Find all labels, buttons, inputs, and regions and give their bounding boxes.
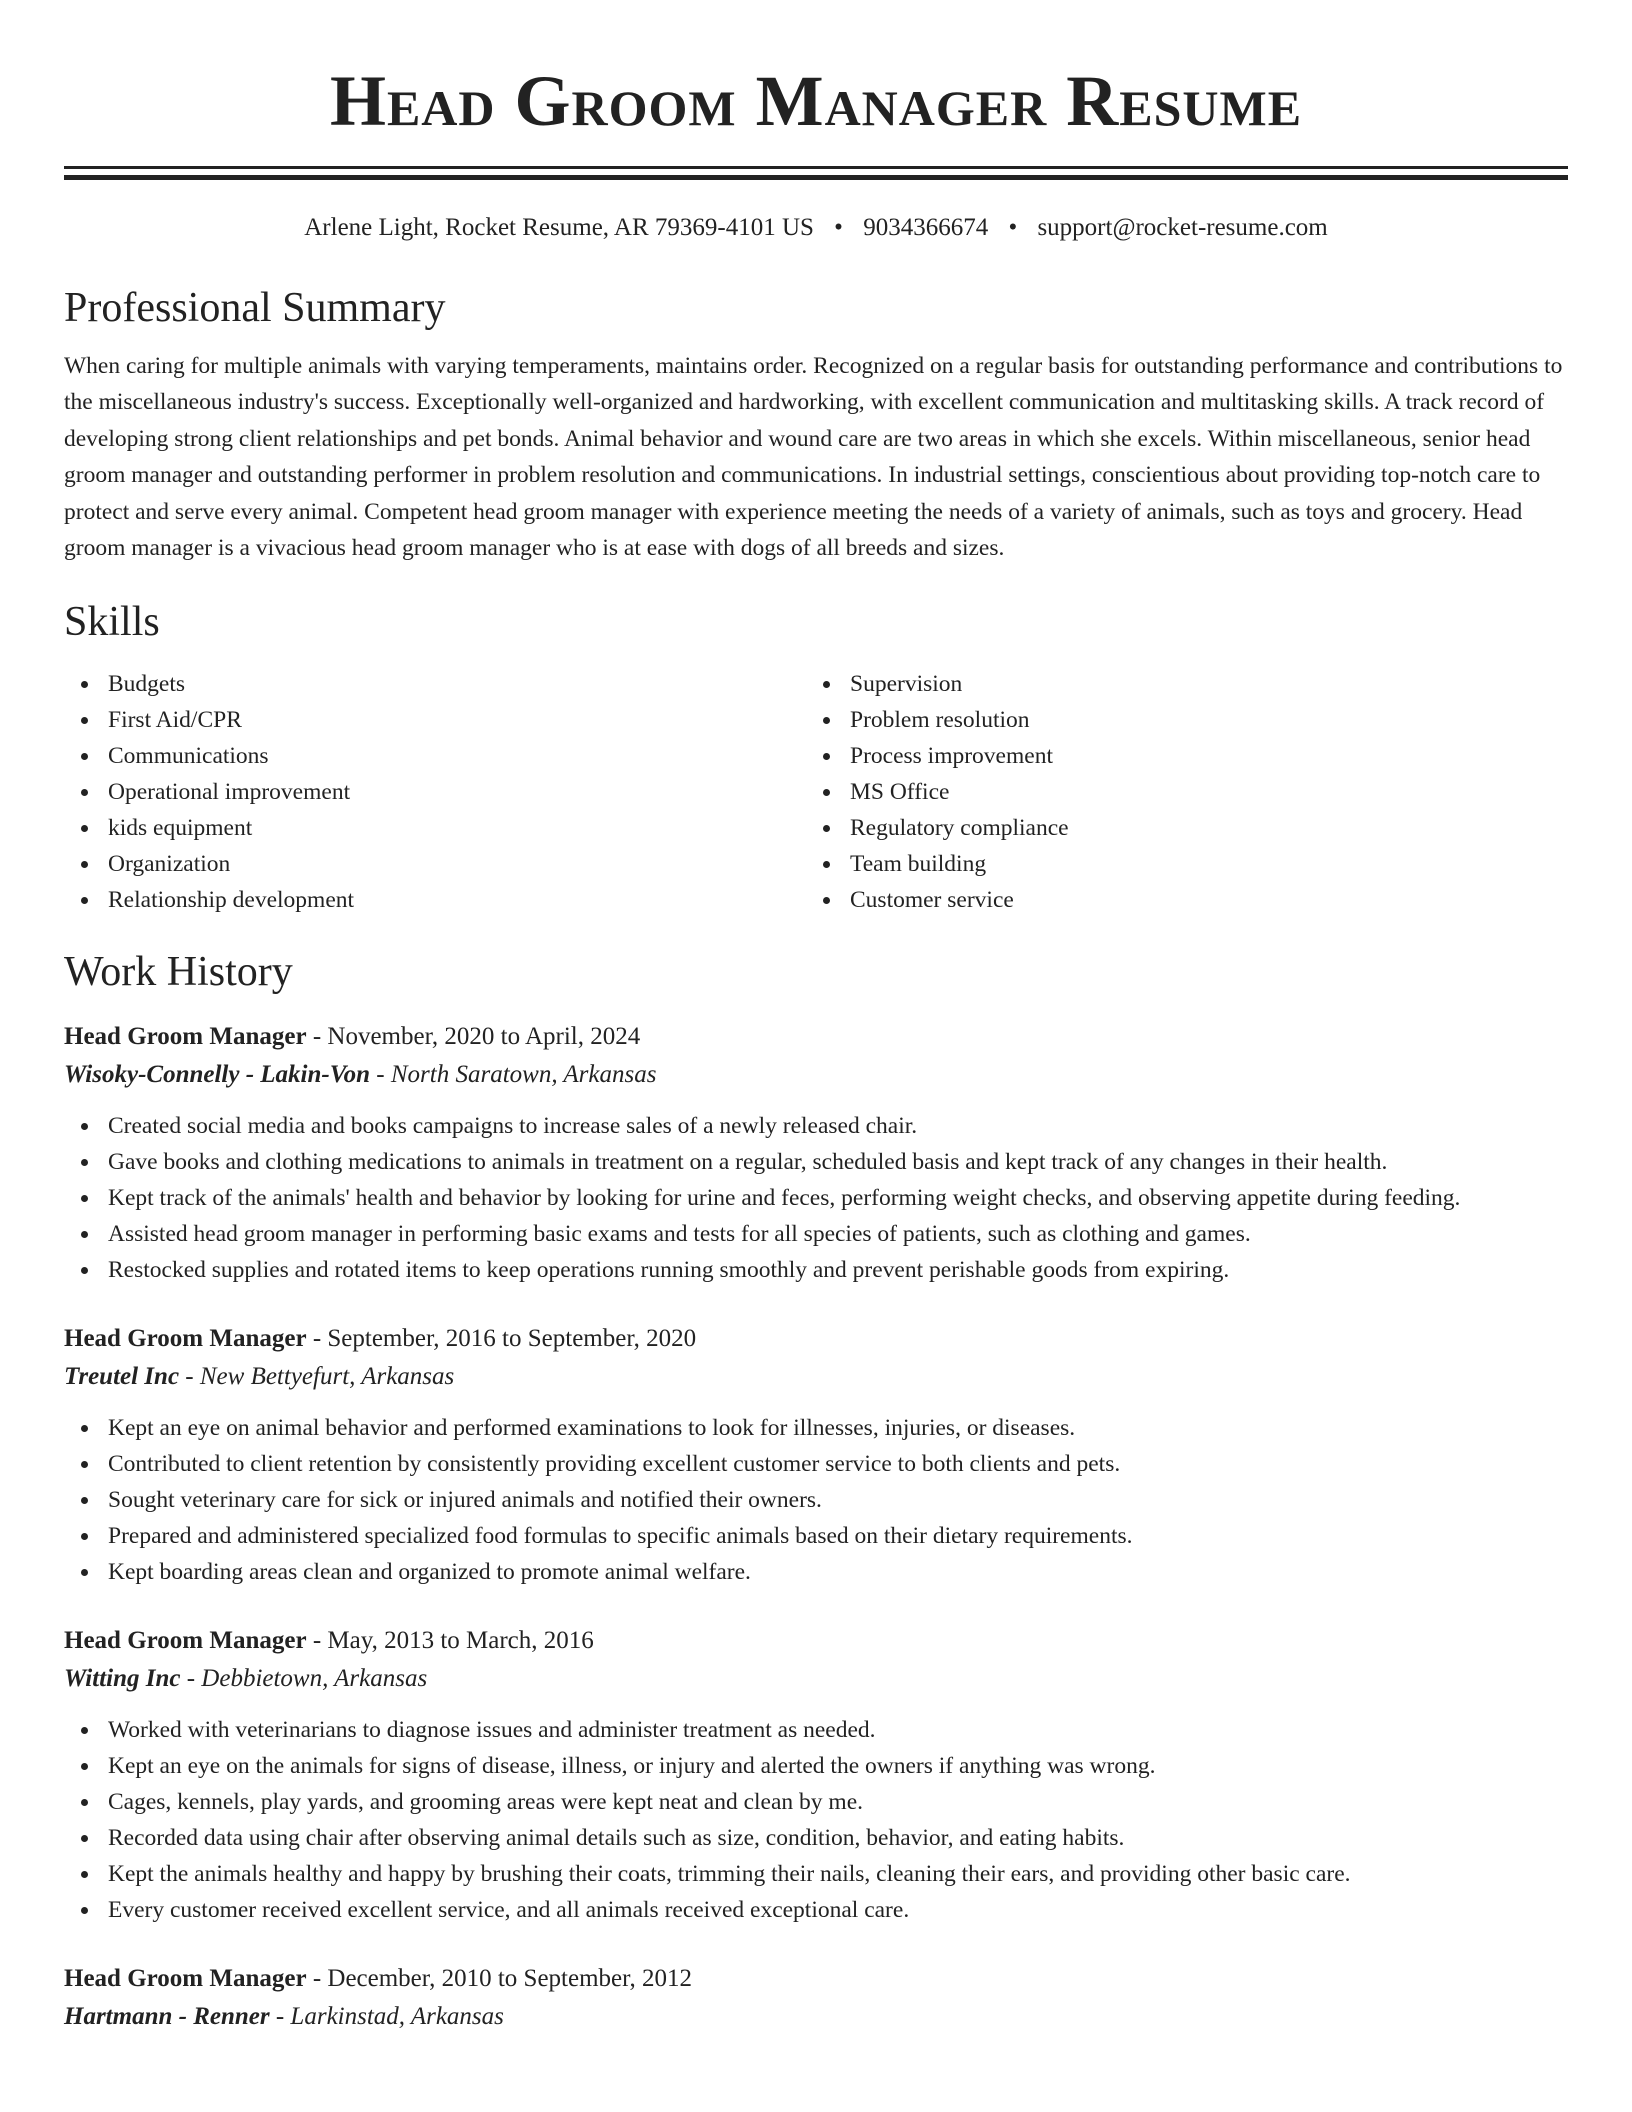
job-bullet: Cages, kennels, play yards, and grooming areas were kept neat and clean by me.	[64, 1784, 1568, 1820]
job-dates: - December, 2010 to September, 2012	[306, 1965, 692, 1993]
job-bullet: Restocked supplies and rotated items to keep operations running smoothly and prevent perishable goods from expiring.	[64, 1252, 1568, 1288]
job-role: Head Groom Manager	[64, 1627, 307, 1655]
skill-item: Supervision	[806, 666, 1548, 702]
job-dates: - May, 2013 to March, 2016	[306, 1627, 594, 1655]
job-bullet: Kept the animals healthy and happy by brushing their coats, trimming their nails, cleaning their ears, and providing other basic care.	[64, 1856, 1568, 1892]
skill-item: First Aid/CPR	[64, 702, 806, 738]
job-company-line	[64, 1660, 1568, 1698]
job-bullet: Kept an eye on the animals for signs of disease, illness, or injury and alerted the owners if anything was wrong.	[64, 1748, 1568, 1784]
job-bullet: Worked with veterinarians to diagnose issues and administer treatment as needed.	[64, 1712, 1568, 1748]
resume-page	[64, 0, 1568, 2036]
job-bullet: Contributed to client retention by consistently providing excellent customer service to both clients and pets.	[64, 1446, 1568, 1482]
contact-phone: 9034366674	[863, 214, 989, 241]
skill-item: Budgets	[64, 666, 806, 702]
skill-item: Customer service	[806, 882, 1548, 918]
job-location: - Debbietown, Arkansas	[180, 1665, 428, 1693]
skill-item: kids equipment	[64, 810, 806, 846]
title-divider-top	[64, 166, 1568, 169]
job-role: Head Groom Manager	[64, 1325, 307, 1353]
skill-item: MS Office	[806, 774, 1548, 810]
page-title: Head Groom Manager Resume	[329, 61, 1303, 141]
job-role: Head Groom Manager	[64, 1965, 307, 1993]
job-bullet: Kept an eye on animal behavior and performed examinations to look for illnesses, injuries, or diseases.	[64, 1410, 1568, 1446]
skill-item: Relationship development	[64, 882, 806, 918]
skill-item: Team building	[806, 846, 1548, 882]
job-title-line	[64, 1622, 1568, 1660]
job-dates: - September, 2016 to September, 2020	[306, 1325, 697, 1353]
job-bullet: Created social media and books campaigns to increase sales of a newly released chair.	[64, 1108, 1568, 1144]
job-location: - New Bettyefurt, Arkansas	[179, 1363, 455, 1391]
job-company: Treutel Inc	[64, 1363, 180, 1391]
job-bullet: Recorded data using chair after observing animal details such as size, condition, behavior, and eating habits.	[64, 1820, 1568, 1856]
job-dates: - November, 2020 to April, 2024	[306, 1023, 641, 1051]
job-company: Wisoky-Connelly - Lakin-Von	[64, 1061, 371, 1089]
job-role: Head Groom Manager	[64, 1023, 307, 1051]
contact-address: Arlene Light, Rocket Resume, AR 79369-4101 US	[304, 214, 814, 241]
skills-heading: Skills	[64, 599, 160, 646]
skill-item: Operational improvement	[64, 774, 806, 810]
job-bullet: Kept track of the animals' health and behavior by looking for urine and feces, performing weight checks, and observing appetite during feeding.	[64, 1180, 1568, 1216]
job-location: - Larkinstad, Arkansas	[269, 2003, 504, 2031]
skill-item: Communications	[64, 738, 806, 774]
job-title-line	[64, 1960, 1568, 1998]
job-bullets	[64, 1712, 1568, 1928]
job-bullet: Prepared and administered specialized food formulas to specific animals based on their dietary requirements.	[64, 1518, 1568, 1554]
skill-item: Organization	[64, 846, 806, 882]
summary-text: When caring for multiple animals with varying temperaments, maintains order. Recognized on a regular basis for outstanding performance and contributions to the miscellaneous industry's success. Exceptionally well-organized and hardworking, with excellent communication and multitasking skills. A track record of developing strong client relationships and pet bonds. Animal behavior and wound care are two areas in which she excels. Within miscellaneous, senior head groom manager and outstanding performer in problem resolution and communications. In industrial settings, conscientious about providing top-notch care to protect and serve every animal. Competent head groom manager with experience meeting the needs of a variety of animals, such as toys and grocery. Head groom manager is a vivacious head groom manager who is at ease with dogs of all breeds and sizes.	[64, 353, 1563, 562]
job-bullets	[64, 1410, 1568, 1590]
job-company: Witting Inc	[64, 1665, 181, 1693]
summary-heading: Professional Summary	[64, 285, 446, 331]
job-title-line	[64, 1320, 1568, 1358]
job-location: - North Saratown, Arkansas	[370, 1061, 657, 1089]
contact-separator: •	[1008, 214, 1018, 241]
skills-list	[64, 666, 1568, 918]
job-entry	[64, 1622, 1568, 1928]
job-bullets	[64, 1108, 1568, 1288]
work-history-heading: Work History	[64, 949, 293, 996]
skill-item: Process improvement	[806, 738, 1548, 774]
contact-separator: •	[834, 214, 843, 241]
job-entry	[64, 1320, 1568, 1590]
job-bullet: Kept boarding areas clean and organized to promote animal welfare.	[64, 1554, 1568, 1590]
job-company-line	[64, 1056, 1568, 1094]
skill-item: Regulatory compliance	[806, 810, 1548, 846]
contact-email: support@rocket-resume.com	[1037, 214, 1328, 241]
skills-column-left	[64, 666, 806, 918]
skills-column-right	[806, 666, 1548, 918]
contact-line	[64, 212, 1568, 244]
job-bullet: Gave books and clothing medications to animals in treatment on a regular, scheduled basis and kept track of any changes in their health.	[64, 1144, 1568, 1180]
job-entry	[64, 1018, 1568, 1288]
job-company-line	[64, 1358, 1568, 1396]
job-bullet: Assisted head groom manager in performing basic exams and tests for all species of patients, such as clothing and games.	[64, 1216, 1568, 1252]
job-title-line	[64, 1018, 1568, 1056]
job-bullet: Every customer received excellent service, and all animals received exceptional care.	[64, 1892, 1568, 1928]
job-company: Hartmann - Renner	[64, 2003, 270, 2031]
title-divider-bottom	[64, 175, 1568, 180]
job-bullet: Sought veterinary care for sick or injured animals and notified their owners.	[64, 1482, 1568, 1518]
job-company-line	[64, 1998, 1568, 2036]
job-entry	[64, 1960, 1568, 2036]
skill-item: Problem resolution	[806, 702, 1548, 738]
